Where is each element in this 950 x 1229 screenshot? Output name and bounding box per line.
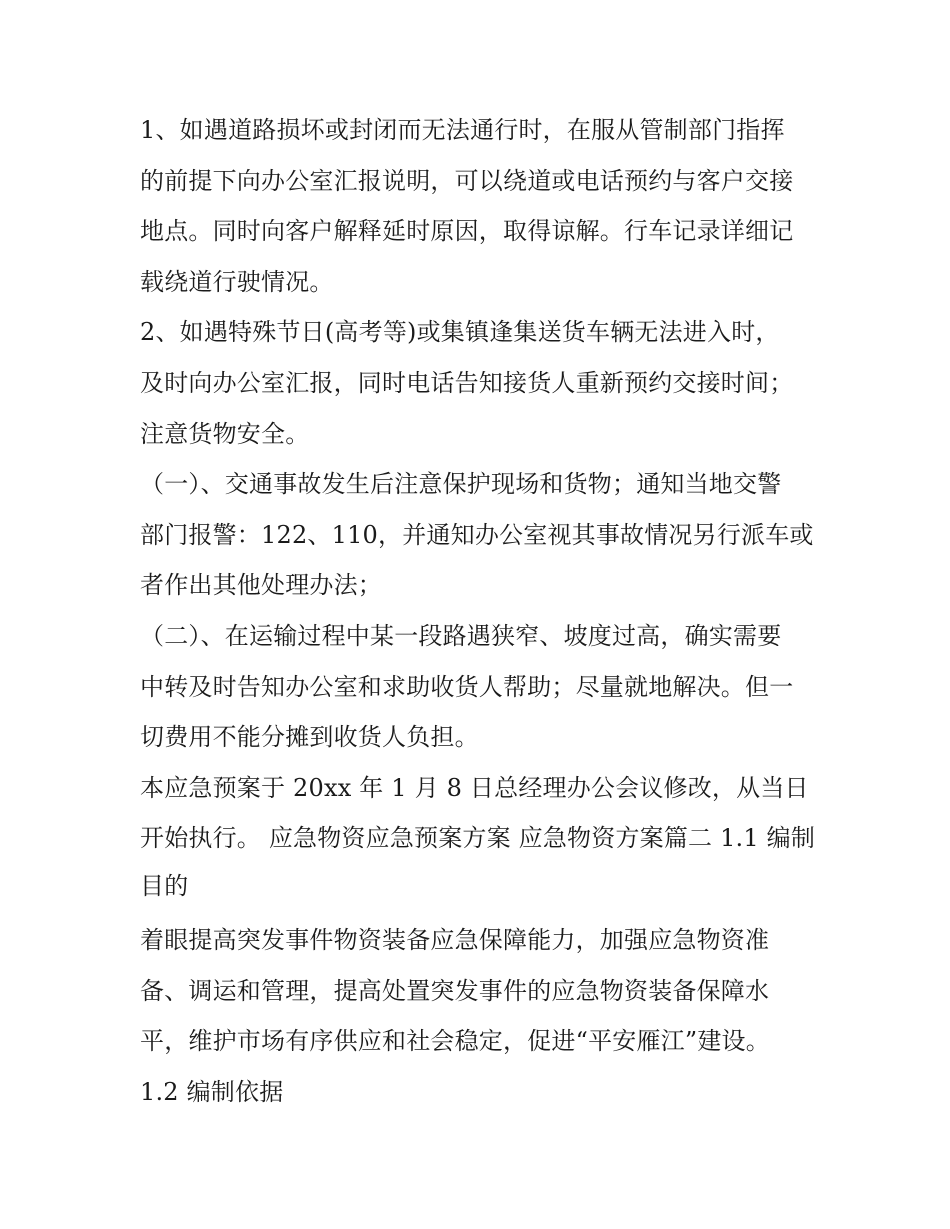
text-line: 者作出其他处理办法；	[140, 571, 382, 599]
text-line: 切费用不能分摊到收货人负担。	[140, 723, 479, 751]
text-line: 1、如遇道路损坏或封闭而无法通行时，在服从管制部门指挥	[140, 116, 785, 144]
text-line: 注意货物安全。	[140, 420, 310, 448]
text-line: 备、调运和管理，提高处置突发事件的应急物资装备保障水	[140, 977, 770, 1005]
text-line: 平，维护市场有序供应和社会稳定，促进“平安雁江”建设。	[140, 1027, 770, 1055]
text-line: 目的	[140, 872, 189, 900]
text-line: 载绕道行驶情况。	[140, 268, 334, 296]
text-line: 1.2 编制依据	[140, 1078, 284, 1106]
text-line: 部门报警：122、110，并通知办公室视其事故情况另行派车或	[140, 521, 814, 549]
text-line: 中转及时告知办公室和求助收货人帮助；尽量就地解决。但一	[140, 673, 794, 701]
text-line: （一）、交通事故发生后注意保护现场和货物；通知当地交警	[140, 470, 782, 498]
text-line: 本应急预案于 20xx 年 1 月 8 日总经理办公会议修改，从当日	[140, 774, 809, 802]
text-line: 开始执行。 应急物资应急预案方案 应急物资方案篇二 1.1 编制	[140, 824, 816, 852]
text-line: 的前提下向办公室汇报说明，可以绕道或电话预约与客户交接	[140, 167, 794, 195]
text-line: （二）、在运输过程中某一段路遇狭窄、坡度过高，确实需要	[140, 622, 782, 650]
text-line: 地点。同时向客户解释延时原因，取得谅解。行车记录详细记	[140, 217, 794, 245]
text-line: 2、如遇特殊节日(高考等)或集镇逢集送货车辆无法进入时，	[140, 318, 780, 346]
text-line: 着眼提高突发事件物资装备应急保障能力，加强应急物资准	[140, 926, 770, 954]
text-line: 及时向办公室汇报，同时电话告知接货人重新预约交接时间；	[140, 369, 794, 397]
